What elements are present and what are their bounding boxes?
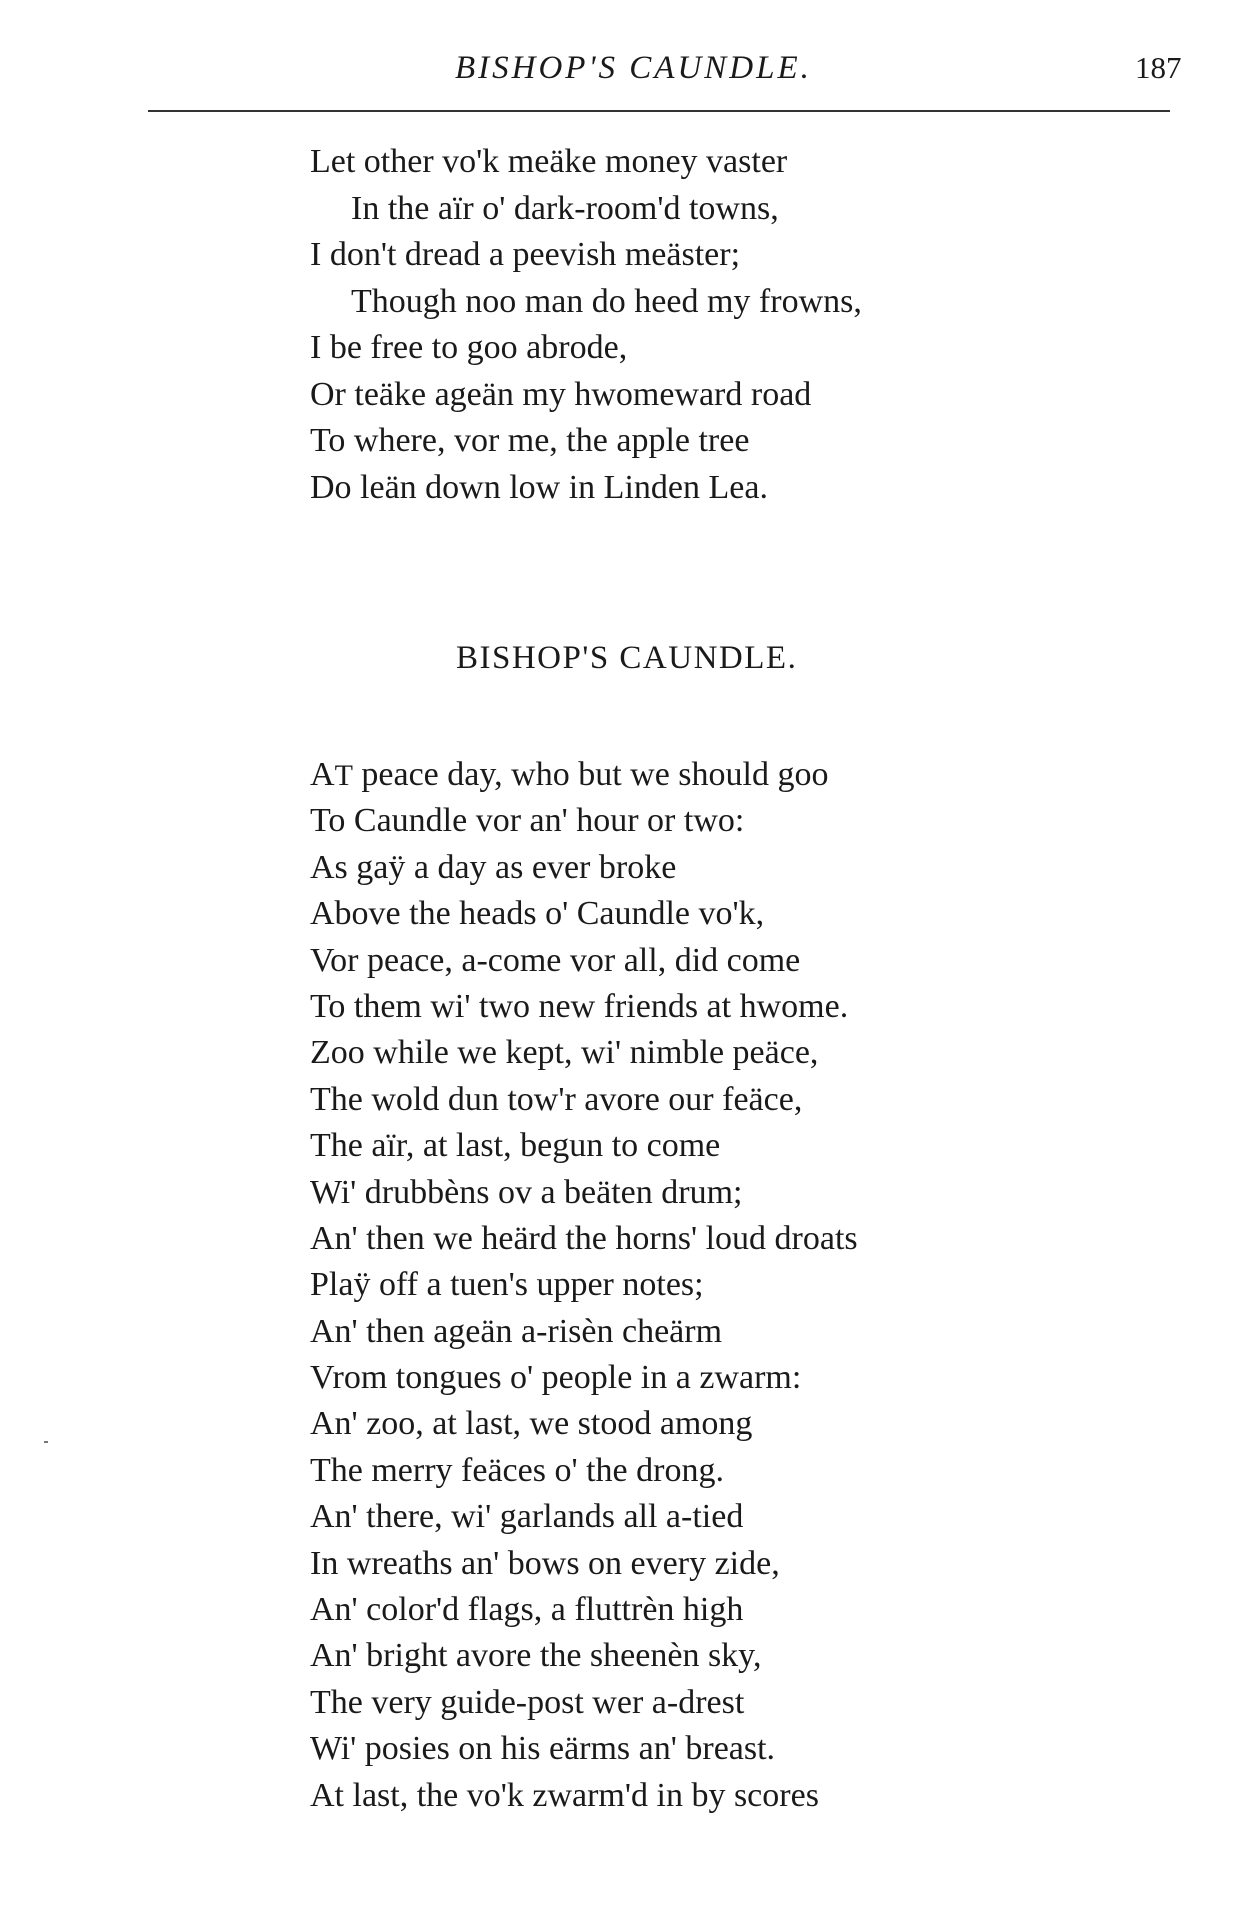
- poem-line: To Caundle vor an' hour or two:: [310, 802, 745, 840]
- poem-line: An' zoo, at last, we stood among: [310, 1405, 753, 1443]
- poem-line: An' then we heärd the horns' loud droats: [310, 1219, 858, 1257]
- drop-initial: A: [310, 756, 335, 793]
- stanza-line: In the aïr o' dark-room'd towns,: [351, 189, 779, 227]
- running-head-title: BISHOP'S CAUNDLE.: [455, 50, 812, 86]
- poem-line: In wreaths an' bows on every zide,: [310, 1544, 780, 1582]
- poem-line: [310, 752, 858, 798]
- poem-line: Plaÿ off a tuen's upper notes;: [310, 1266, 704, 1304]
- first-word-rest: T: [334, 759, 353, 792]
- page-number: 187: [1135, 50, 1182, 85]
- poem-line: The merry feäces o' the drong.: [310, 1451, 724, 1489]
- stanza-line: Though noo man do heed my frowns,: [351, 282, 862, 320]
- previous-poem-stanza: [310, 139, 862, 511]
- poem-line: Zoo while we kept, wi' nimble peäce,: [310, 1034, 819, 1072]
- poem-line: An' color'd flags, a fluttrèn high: [310, 1591, 744, 1629]
- first-line-rest: peace day, who but we should goo: [352, 756, 829, 793]
- stanza-line: Or teäke ageän my hwomeward road: [310, 375, 812, 413]
- header-rule: [148, 110, 1170, 112]
- stanza-line: To where, vor me, the apple tree: [310, 422, 750, 459]
- margin-speck: [44, 1441, 48, 1443]
- poem-line: The aïr, at last, begun to come: [310, 1127, 721, 1165]
- poem-line: As gaÿ a day as ever broke: [310, 848, 677, 886]
- poem-line: Above the heads o' Caundle vo'k,: [310, 895, 765, 933]
- poem-line: At last, the vo'k zwarm'd in by scores: [310, 1776, 819, 1814]
- stanza-line: I don't dread a peevish meäster;: [310, 236, 741, 273]
- poem-line: Vor peace, a-come vor all, did come: [310, 941, 801, 979]
- running-head: [0, 50, 1259, 94]
- stanza-line: I be free to goo abrode,: [310, 329, 628, 366]
- poem-line: To them wi' two new friends at hwome.: [310, 987, 849, 1025]
- poem-line: An' there, wi' garlands all a-tied: [310, 1498, 744, 1536]
- stanza-line: Do leän down low in Linden Lea.: [310, 468, 768, 506]
- poem-line: An' then ageän a-risèn cheärm: [310, 1312, 723, 1350]
- poem-line: Wi' posies on his eärms an' breast.: [310, 1730, 776, 1768]
- stanza-line: Let other vo'k meäke money vaster: [310, 143, 788, 180]
- poem-line: The wold dun tow'r avore our feäce,: [310, 1080, 803, 1118]
- poem-line: Vrom tongues o' people in a zwarm:: [310, 1359, 802, 1397]
- poem-title: BISHOP'S CAUNDLE.: [456, 640, 798, 676]
- poem-line: The very guide-post wer a-drest: [310, 1683, 745, 1721]
- poem-line: An' bright avore the sheenèn sky,: [310, 1637, 762, 1675]
- poem-line: Wi' drubbèns ov a beäten drum;: [310, 1173, 743, 1211]
- poem-body: [310, 752, 858, 1819]
